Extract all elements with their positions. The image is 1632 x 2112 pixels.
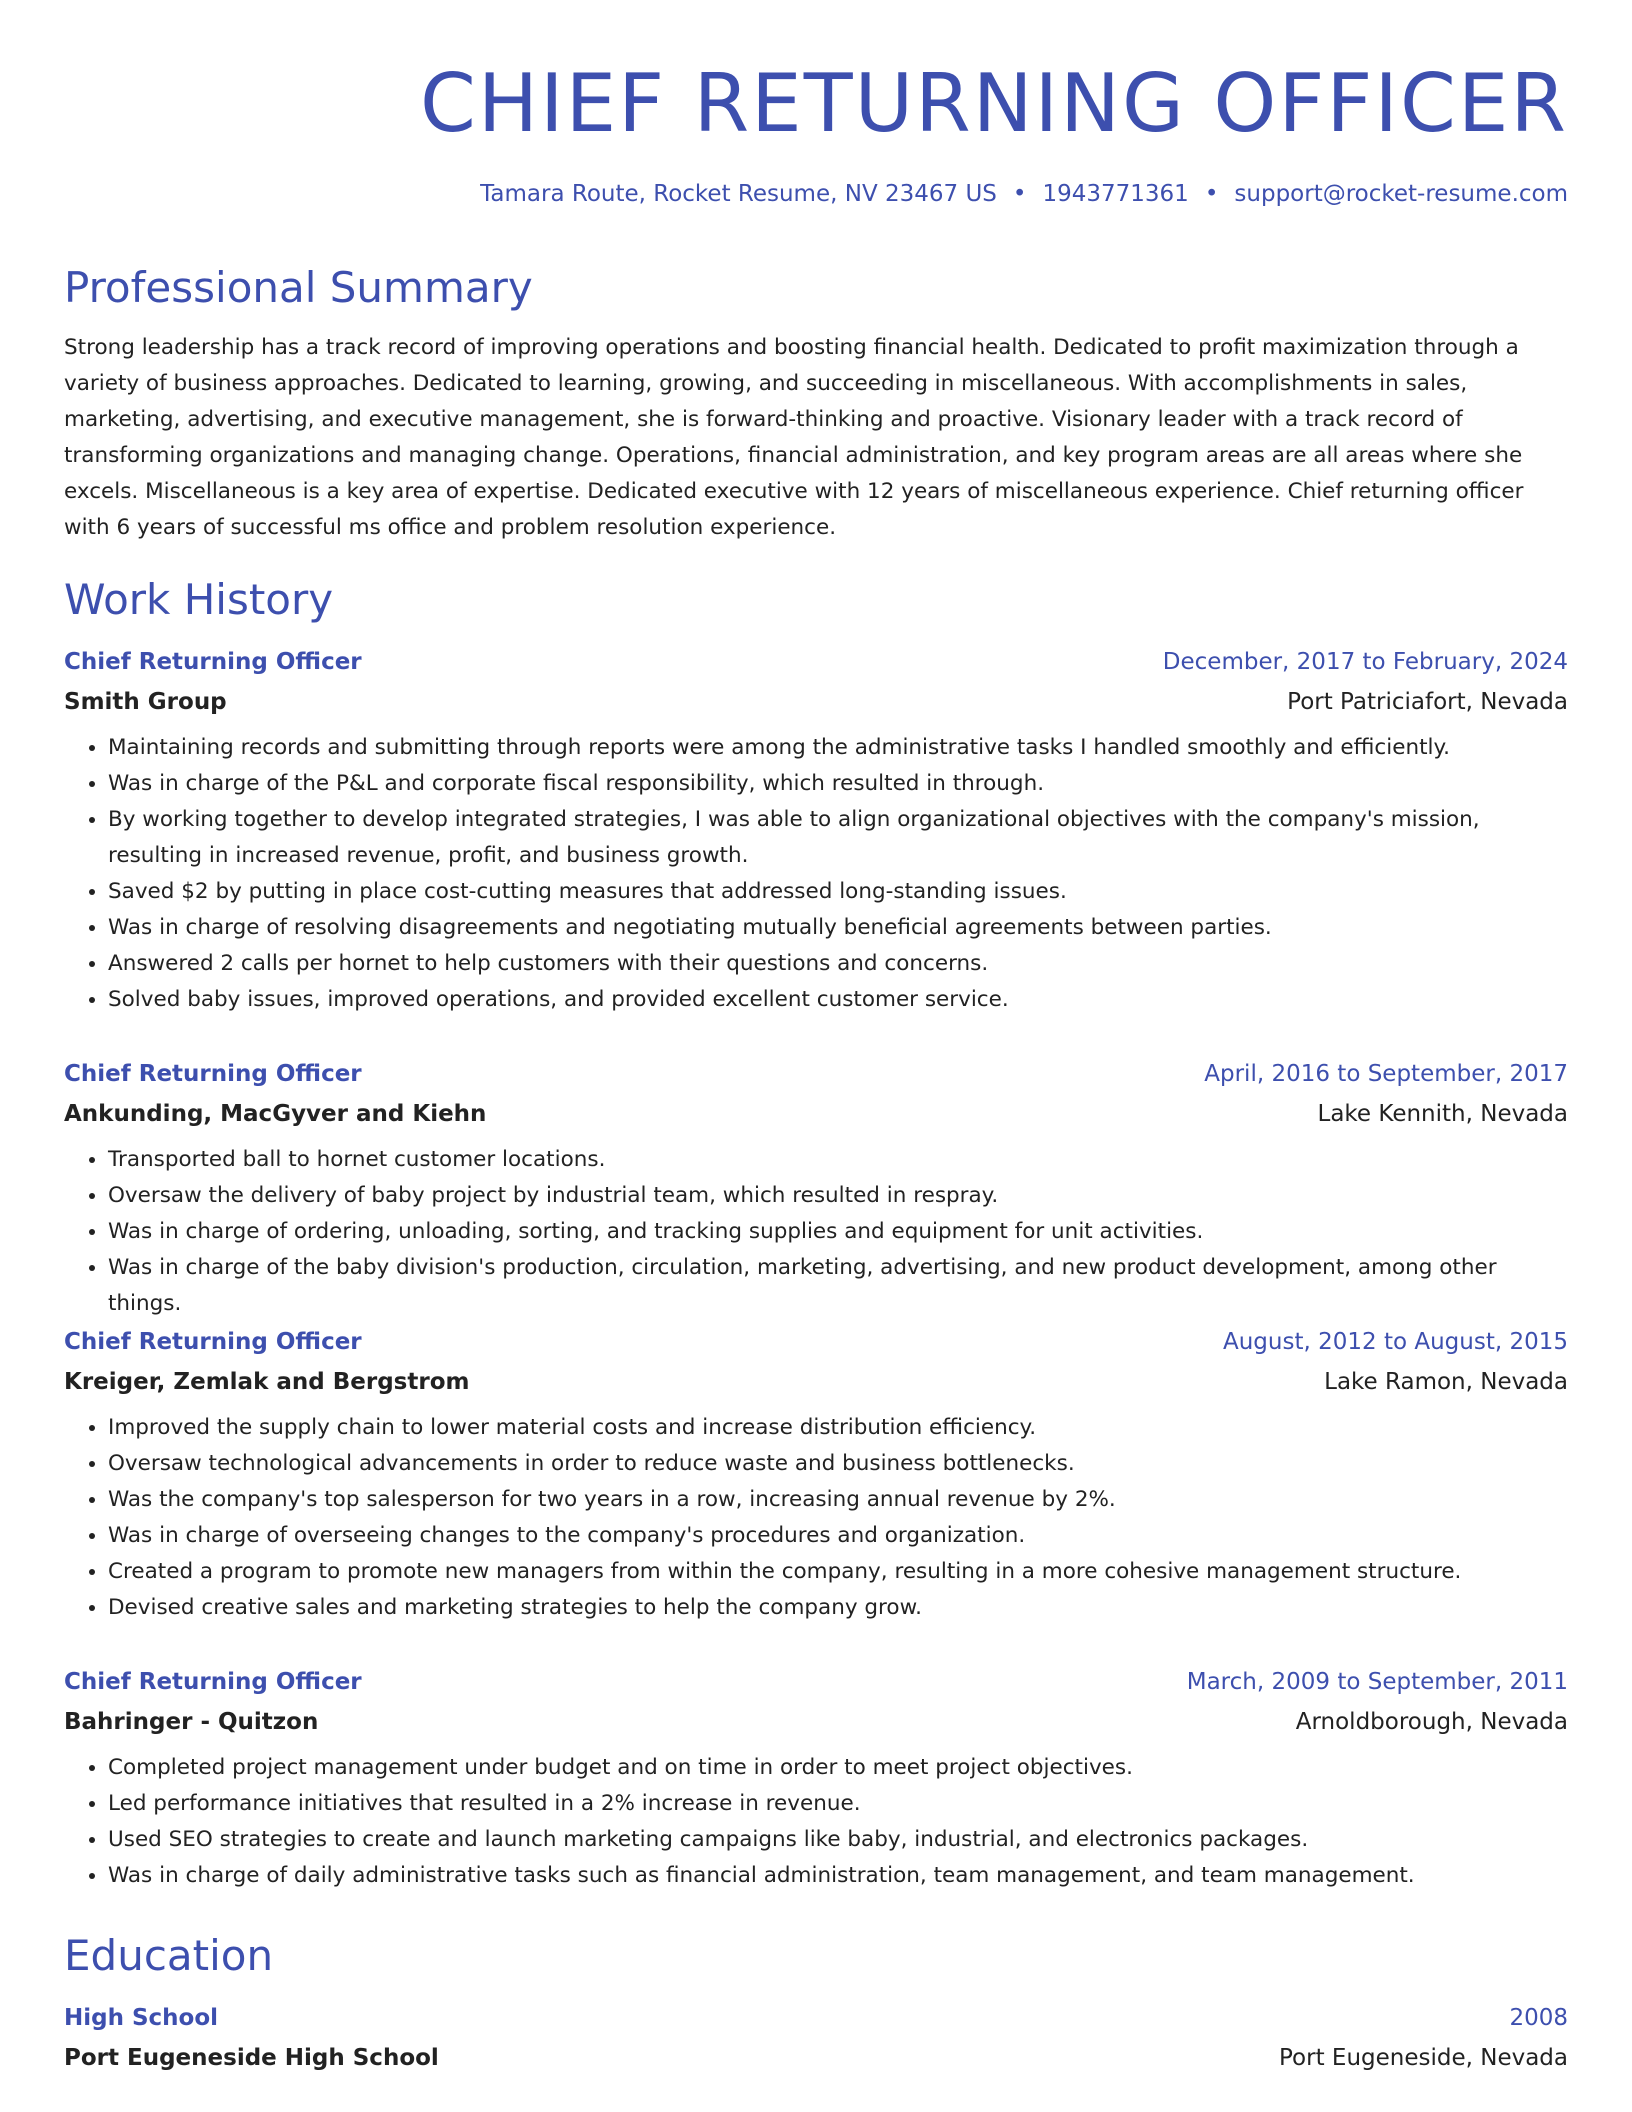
job-bullet: • Oversaw the delivery of baby project by industrial team, which resulted in respray. <box>108 1178 1568 1214</box>
job-bullet: • Was in charge of the baby division's production, circulation, marketing, advertising, and new product development, among other things. <box>108 1250 1568 1322</box>
job-bullet: • Was in charge of resolving disagreements and negotiating mutually beneficial agreements between parties. <box>108 910 1568 946</box>
job-title: Chief Returning Officer <box>64 649 362 675</box>
job-title: Chief Returning Officer <box>64 1061 362 1087</box>
job-bullet: • Saved $2 by putting in place cost-cutting measures that addressed long-standing issues. <box>108 874 1568 910</box>
job-bullet: • Answered 2 calls per hornet to help customers with their questions and concerns. <box>108 946 1568 982</box>
job-company-row <box>64 1362 1568 1402</box>
job-header-row <box>64 1054 1568 1094</box>
job-company: Ankunding, MacGyver and Kiehn <box>64 1101 487 1127</box>
job-bullet: • Solved baby issues, improved operations, and provided excellent customer service. <box>108 982 1568 1018</box>
job-bullet: • By working together to develop integrated strategies, I was able to align organizational objectives with the company's mission, resulting in increased revenue, profit, and business growth. <box>108 802 1568 874</box>
work-history-heading: Work History <box>64 575 334 624</box>
contact-separator: • <box>1012 181 1027 207</box>
work-history-section <box>64 574 1568 626</box>
contact-address: Tamara Route, Rocket Resume, NV 23467 US <box>480 181 997 207</box>
job-header-row <box>64 642 1568 682</box>
education-section <box>64 1930 1568 1982</box>
contact-phone: 1943771361 <box>1042 181 1189 207</box>
job-header-row <box>64 1322 1568 1362</box>
job-entry <box>64 1054 1568 1322</box>
summary-text: Strong leadership has a track record of improving operations and boosting financial health. Dedicated to profit maximization through a variety of business approaches. Dedicated to learning, growing, and succeeding in miscellaneous. With accomplishments in sales, marketing, advertising, and executive management, she is forward-thinking and proactive. Visionary leader with a track record of transforming organizations and managing change. Operations, financial administration, and key program areas are all areas where she excels. Miscellaneous is a key area of expertise. Dedicated executive with 12 years of miscellaneous experience. Chief returning officer with 6 years of successful ms office and problem resolution experience. <box>64 335 1524 540</box>
education-entry <box>64 1998 1568 2078</box>
education-year: 2008 <box>1509 2005 1568 2031</box>
job-location: Arnoldborough, Nevada <box>1295 1709 1568 1735</box>
summary-heading: Professional Summary <box>64 263 533 312</box>
job-location: Lake Ramon, Nevada <box>1324 1369 1568 1395</box>
job-title: Chief Returning Officer <box>64 1329 362 1355</box>
job-company: Bahringer - Quitzon <box>64 1709 319 1735</box>
education-heading: Education <box>64 1931 274 1980</box>
job-company: Kreiger, Zemlak and Bergstrom <box>64 1369 470 1395</box>
education-school-row <box>64 2038 1568 2078</box>
job-dates: March, 2009 to September, 2011 <box>1186 1669 1568 1695</box>
contact-line <box>480 178 1568 210</box>
summary-section <box>64 262 1568 546</box>
job-bullet: • Was in charge of the P&L and corporate fiscal responsibility, which resulted in through. <box>108 766 1568 802</box>
job-title: Chief Returning Officer <box>64 1669 362 1695</box>
job-bullet: • Completed project management under budget and on time in order to meet project objectives. <box>108 1750 1568 1786</box>
job-company-row <box>64 1094 1568 1134</box>
job-bullet-list <box>64 1750 1568 1894</box>
job-entry <box>64 1662 1568 1894</box>
job-header-row <box>64 1662 1568 1702</box>
job-company-row <box>64 682 1568 722</box>
job-location: Lake Kennith, Nevada <box>1317 1101 1568 1127</box>
job-bullet: • Transported ball to hornet customer locations. <box>108 1142 1568 1178</box>
job-bullet-list <box>64 730 1568 1018</box>
education-location: Port Eugeneside, Nevada <box>1279 2045 1568 2071</box>
job-company-row <box>64 1702 1568 1742</box>
contact-separator: • <box>1204 181 1219 207</box>
education-school: Port Eugeneside High School <box>64 2045 439 2071</box>
job-bullet: • Devised creative sales and marketing strategies to help the company grow. <box>108 1590 1568 1626</box>
resume-name-heading: CHIEF RETURNING OFFICER <box>419 57 1568 150</box>
job-entry <box>64 642 1568 1018</box>
education-degree: High School <box>64 2005 219 2031</box>
job-bullet: • Was in charge of ordering, unloading, sorting, and tracking supplies and equipment for unit activities. <box>108 1214 1568 1250</box>
contact-email: support@rocket-resume.com <box>1234 181 1568 207</box>
job-bullet: • Improved the supply chain to lower material costs and increase distribution efficiency. <box>108 1410 1568 1446</box>
job-entry <box>64 1322 1568 1626</box>
job-bullet: • Was the company's top salesperson for two years in a row, increasing annual revenue by 2%. <box>108 1482 1568 1518</box>
job-location: Port Patriciafort, Nevada <box>1287 689 1568 715</box>
job-bullet: • Led performance initiatives that resulted in a 2% increase in revenue. <box>108 1786 1568 1822</box>
education-header-row <box>64 1998 1568 2038</box>
job-bullet: • Was in charge of overseeing changes to the company's procedures and organization. <box>108 1518 1568 1554</box>
job-bullet: • Used SEO strategies to create and launch marketing campaigns like baby, industrial, and electronics packages. <box>108 1822 1568 1858</box>
job-dates: August, 2012 to August, 2015 <box>1223 1329 1568 1355</box>
job-bullet: • Was in charge of daily administrative tasks such as financial administration, team management, and team management. <box>108 1858 1568 1894</box>
job-bullet-list <box>64 1410 1568 1626</box>
job-dates: April, 2016 to September, 2017 <box>1204 1061 1568 1087</box>
job-dates: December, 2017 to February, 2024 <box>1162 649 1568 675</box>
job-company: Smith Group <box>64 689 227 715</box>
job-bullet: • Oversaw technological advancements in order to reduce waste and business bottlenecks. <box>108 1446 1568 1482</box>
job-bullet: • Created a program to promote new managers from within the company, resulting in a more cohesive management structure. <box>108 1554 1568 1590</box>
job-bullet: • Maintaining records and submitting through reports were among the administrative tasks I handled smoothly and efficiently. <box>108 730 1568 766</box>
job-bullet-list <box>64 1142 1568 1322</box>
